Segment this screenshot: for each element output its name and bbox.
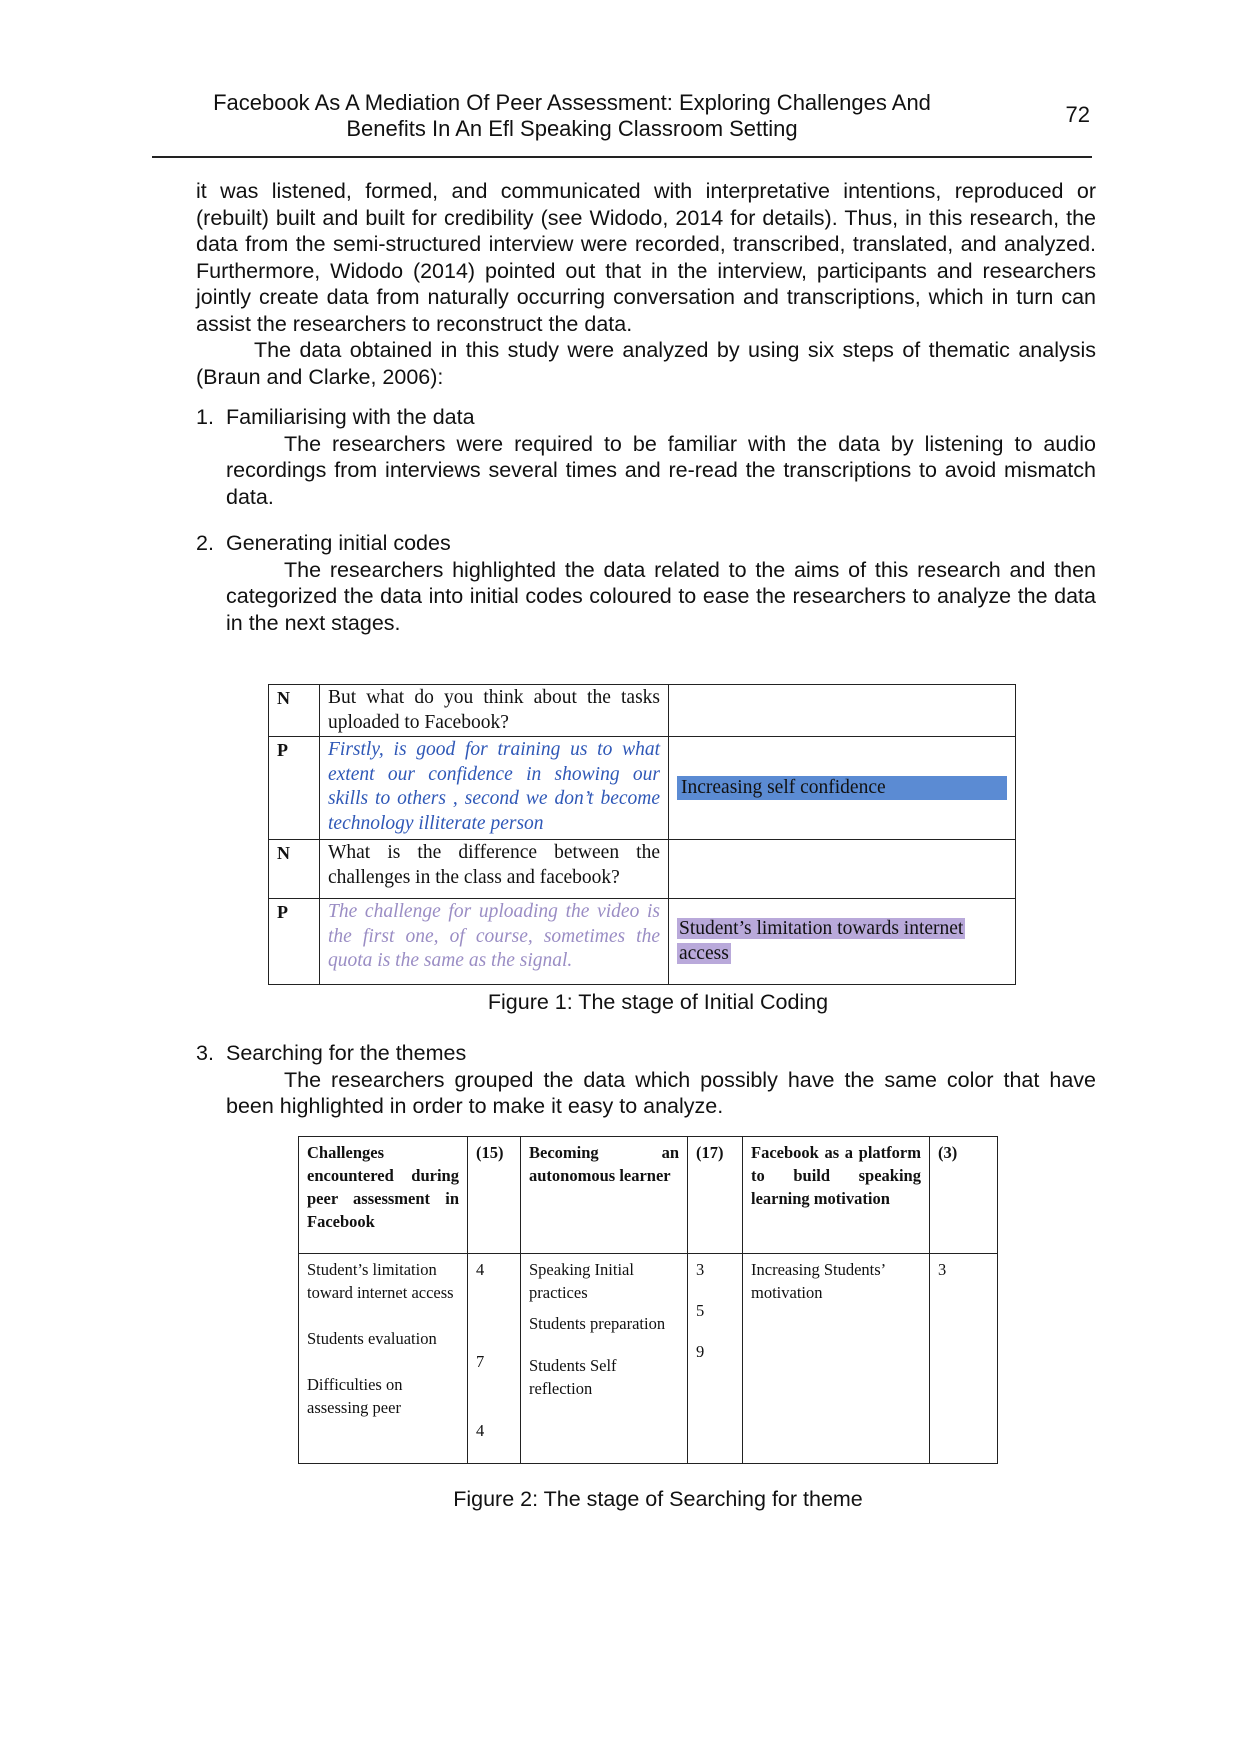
list-text: The researchers grouped the data which possibly have the same color that have been highlighted in order to make it easy to analyze. [226,1067,1096,1118]
figure-2-caption: Figure 2: The stage of Searching for theme [453,1487,863,1511]
page-header [152,90,1092,158]
values-cell [688,1254,743,1464]
transcript-cell: What is the difference between the challenges in the class and facebook? [320,840,669,899]
list-title: Searching for the themes [226,1041,467,1065]
theme-title-cell: Challenges encountered during peer assessment in Facebook [299,1137,468,1254]
codes-cell [521,1254,688,1464]
theme-count-cell: (3) [930,1137,998,1254]
list-number: 1. [196,405,214,429]
figure-2-table [298,1136,998,1464]
code-cell [669,899,1016,985]
list-number: 3. [196,1041,214,1065]
code-highlight: Student’s limitation towards internet access [679,918,964,964]
code-value: 4 [476,1260,485,1279]
table-row [299,1254,998,1464]
figure-1-table [268,684,1016,985]
code-item: Increasing Students’ motivation [751,1260,885,1302]
code-value: 3 [938,1260,947,1279]
code-value: 5 [696,1301,705,1320]
speaker-cell: P [269,737,320,840]
code-value: 3 [696,1260,705,1279]
code-value: 7 [476,1352,485,1371]
figure-1-caption: Figure 1: The stage of Initial Coding [487,990,829,1014]
code-item: Students preparation [529,1314,666,1333]
code-value: 4 [476,1421,485,1440]
table-row [269,899,1016,985]
list-item [196,1040,1096,1120]
values-cell [930,1254,998,1464]
running-title: Facebook As A Mediation Of Peer Assessment: Exploring Challenges And Benefits In An Efl Speaking Classroom Setting [213,90,931,141]
theme-title-cell: Becoming an autonomous learner [521,1137,688,1254]
list-text: The researchers were required to be familiar with the data by listening to audio recordings from interviews several times and re-read the transcriptions to avoid mismatch data. [226,431,1096,509]
code-value: 9 [696,1342,705,1361]
speaker-cell: N [269,840,320,899]
list-title: Familiarising with the data [226,405,475,429]
code-item: Difficulties on assessing peer [307,1375,403,1417]
list-number: 2. [196,531,214,555]
page-number: 72 [1065,102,1090,127]
speaker-cell: N [269,685,320,737]
code-cell [669,840,1016,899]
code-item: Speaking Initial practices [529,1260,634,1302]
theme-count-cell: (17) [688,1137,743,1254]
codes-cell [299,1254,468,1464]
list-item [196,404,1096,510]
code-cell [669,685,1016,737]
codes-cell [743,1254,930,1464]
transcript-cell: The challenge for uploading the video is the first one, of course, sometimes the quota is the same as the signal. [320,899,669,985]
values-cell [468,1254,521,1464]
table-row [269,737,1016,840]
paragraph: The data obtained in this study were analyzed by using six steps of thematic analysis (Braun and Clarke, 2006): [196,338,1096,389]
paragraph: it was listened, formed, and communicated with interpretative intentions, reproduced or (rebuilt) built and built for credibility (see Widodo, 2014 for details). Thus, in this research, the data from the semi-structured interview were recorded, transcribed, translated, and analyzed. Furthermore, Widodo (2014) pointed out that in the interview, participants and researchers jointly create data from naturally occurring conversation and transcriptions, which in turn can assist the researchers to reconstruct the data. [196,179,1096,336]
code-item: Students evaluation [307,1329,437,1348]
list-text: The researchers highlighted the data related to the aims of this research and then categorized the data into initial codes coloured to ease the researchers to analyze the data in the next stages. [226,557,1096,635]
table-row [269,840,1016,899]
table-row [269,685,1016,737]
list-title: Generating initial codes [226,531,451,555]
list-item [196,530,1096,636]
transcript-cell: But what do you think about the tasks uploaded to Facebook? [320,685,669,737]
code-item: Student’s limitation toward internet access [307,1260,454,1302]
theme-title-cell: Facebook as a platform to build speaking learning motivation [743,1137,930,1254]
body-text [196,178,1096,636]
code-highlight: Increasing self confidence [677,776,1007,801]
transcript-cell: Firstly, is good for training us to what extent our confidence in showing our skills to others , second we don’t become technology illiterate person [320,737,669,840]
code-item: Students Self reflection [529,1356,617,1398]
theme-count-cell: (15) [468,1137,521,1254]
table-header-row [299,1137,998,1254]
code-cell [669,737,1016,840]
speaker-cell: P [269,899,320,985]
